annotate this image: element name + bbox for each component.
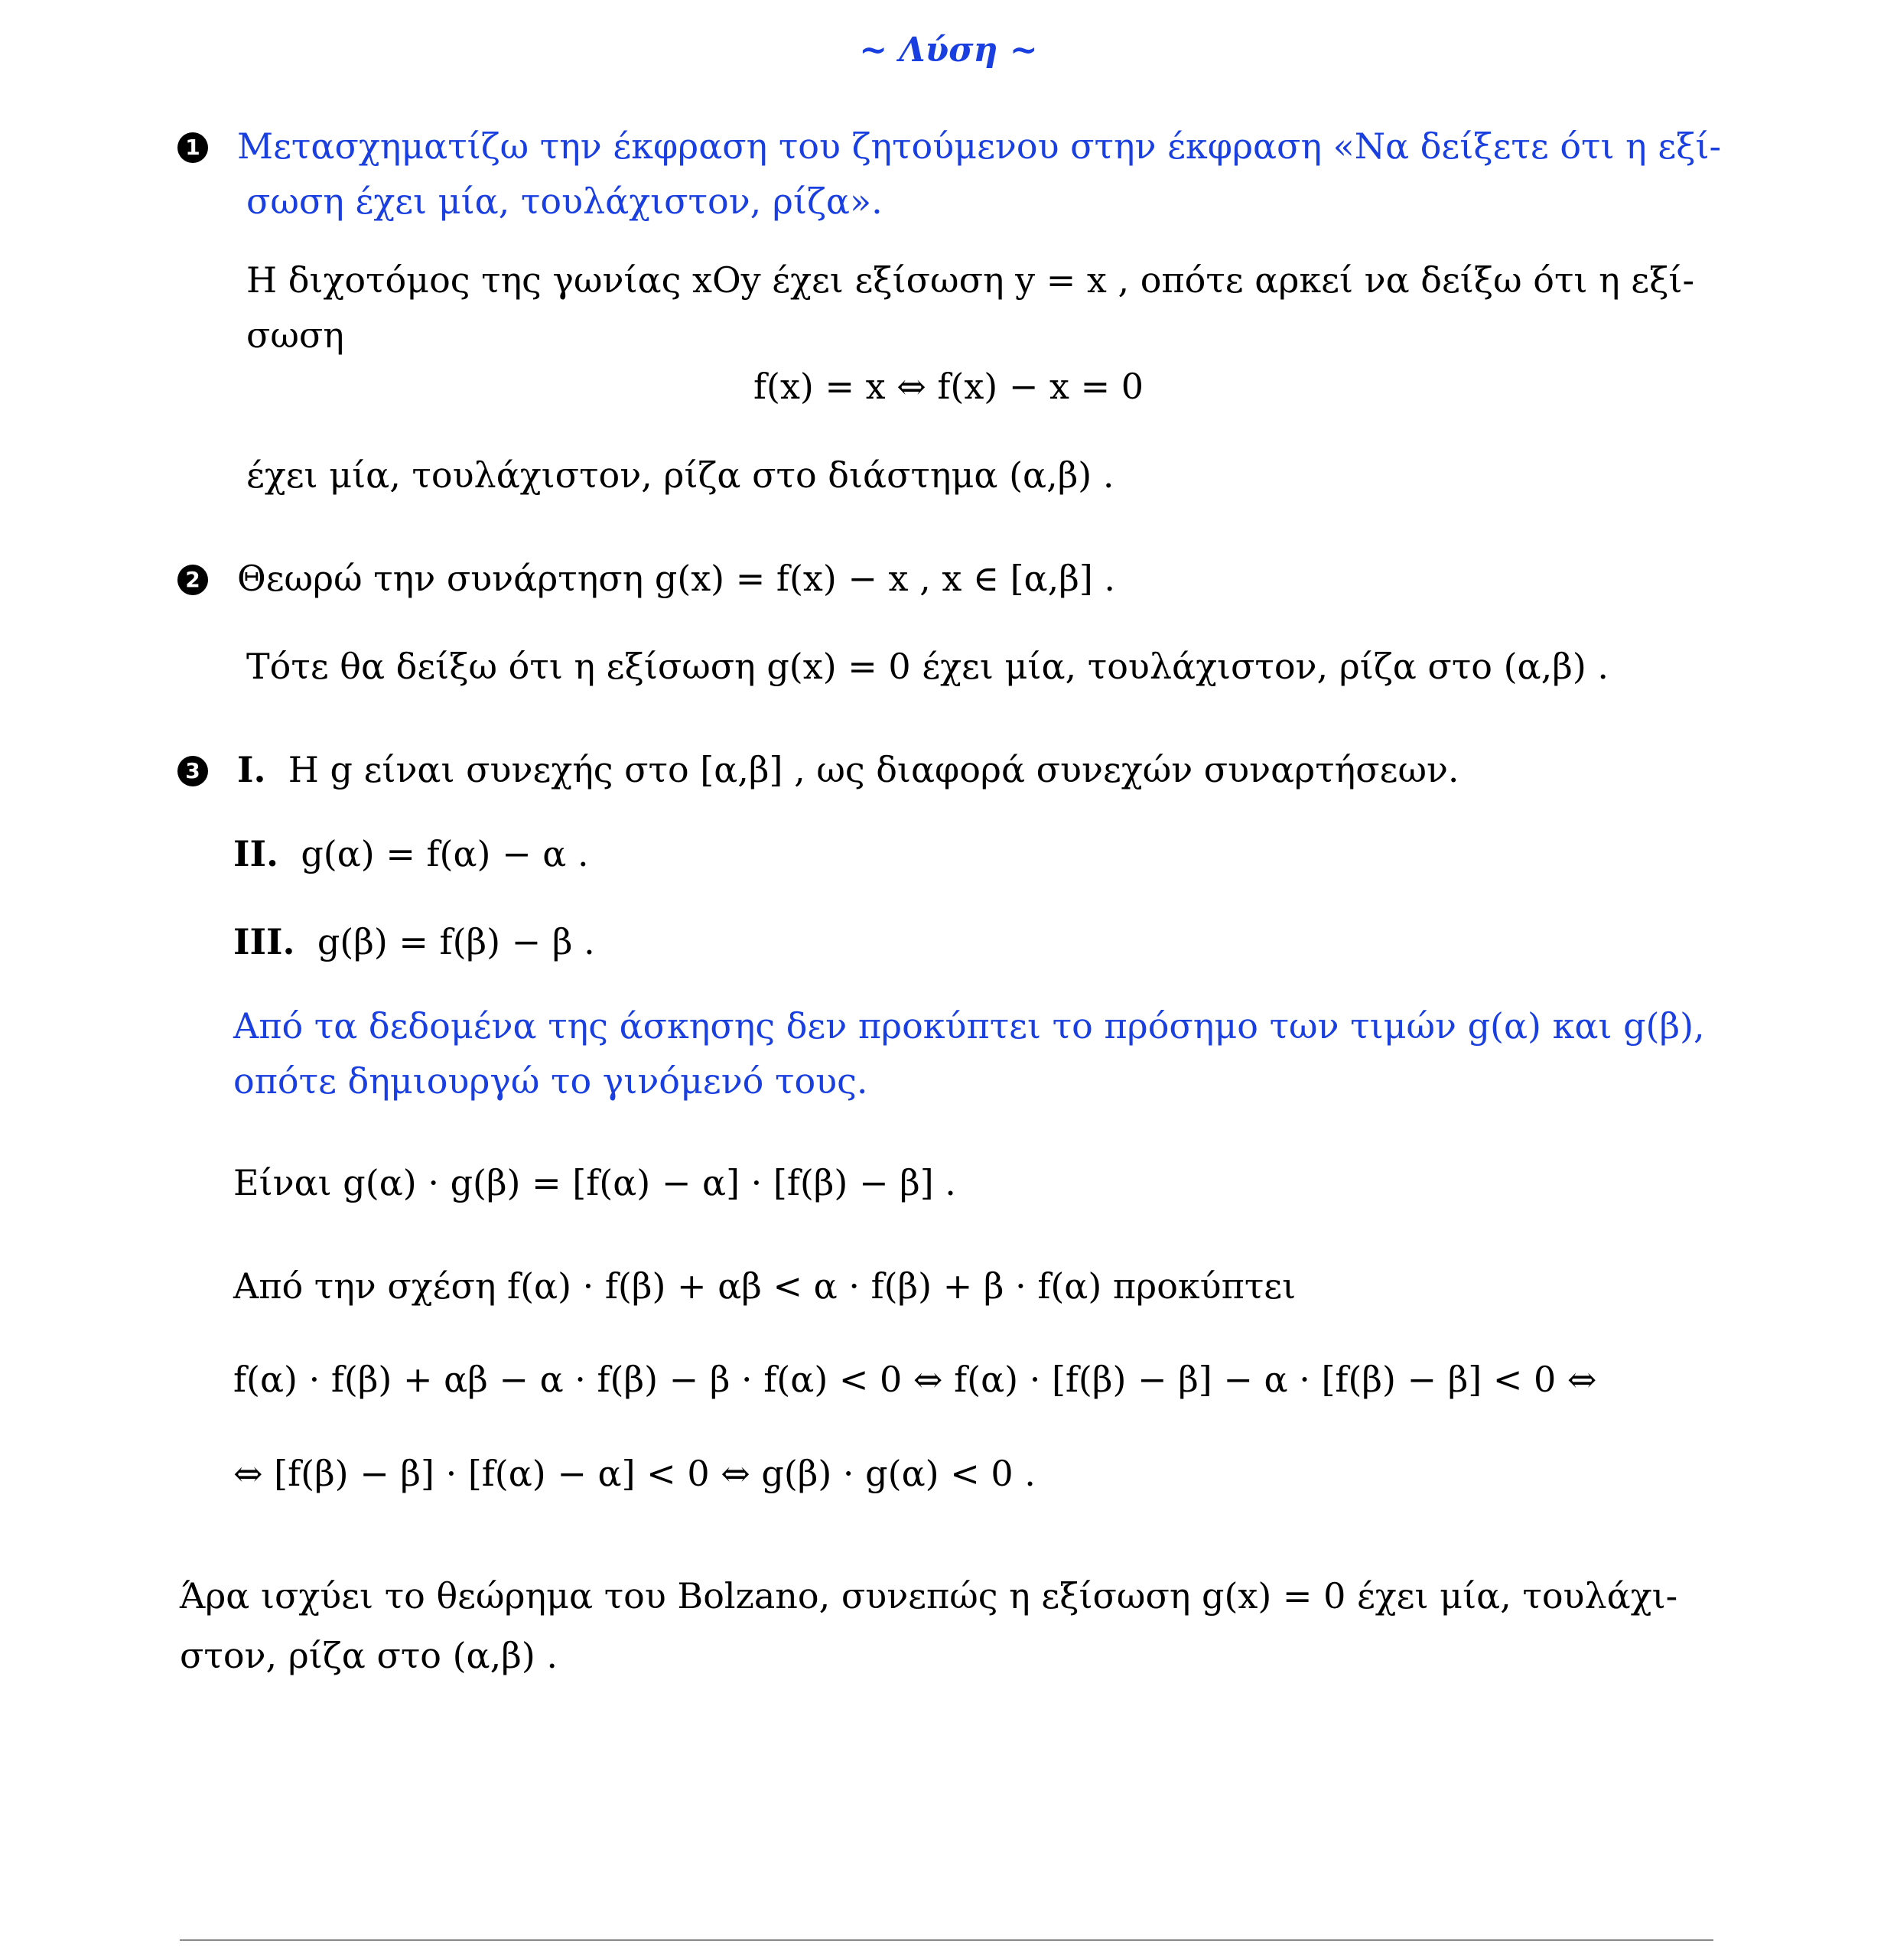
step3-item-2 bbox=[233, 826, 589, 881]
step2-line-2: Τότε θα δείξω ότι η εξίσωση g(x) = 0 έχει μία, τουλάχιστον, ρίζα στο (α,β) . bbox=[246, 646, 1609, 687]
step1-text-line-2: σωση bbox=[246, 314, 344, 356]
step-marker-3: 3 bbox=[177, 756, 208, 786]
item-2-text: g(α) = f(α) − α . bbox=[301, 833, 589, 874]
step1-blue-line-2: σωση έχει μία, τουλάχιστον, ρίζα». bbox=[246, 181, 883, 222]
step3-relation-line: Από την σχέση f(α) · f(β) + αβ < α · f(β) + β · f(α) προκύπτει bbox=[233, 1265, 1297, 1307]
step3-derivation-line-2: ⇔ [f(β) − β] · [f(α) − α] < 0 ⇔ g(β) · g(α) < 0 . bbox=[233, 1453, 1036, 1494]
item-1-label: I. bbox=[237, 749, 266, 790]
step3-item-3 bbox=[233, 914, 595, 969]
step1-text-line-3: έχει μία, τουλάχιστον, ρίζα στο διάστημα (α,β) . bbox=[246, 454, 1114, 496]
step3-product-line: Είναι g(α) · g(β) = [f(α) − α] · [f(β) − β] . bbox=[233, 1162, 956, 1203]
conclusion-line-2: στον, ρίζα στο (α,β) . bbox=[180, 1635, 558, 1676]
footer-divider bbox=[180, 1939, 1713, 1941]
page-title: ~ Λύση ~ bbox=[859, 31, 1038, 70]
conclusion-line-1: Άρα ισχύει το θεώρημα του Bolzano, συνεπώς η εξίσωση g(x) = 0 έχει μία, τουλάχι- bbox=[180, 1575, 1678, 1617]
step3-derivation-line-1: f(α) · f(β) + αβ − α · f(β) − β · f(α) < 0 ⇔ f(α) · [f(β) − β] − α · [f(β) − β] < 0 ⇔ bbox=[233, 1359, 1597, 1400]
step2-line-1: Θεωρώ την συνάρτηση g(x) = f(x) − x , x ∈ [α,β] . bbox=[237, 558, 1116, 599]
step1-blue-line-1: Μετασχηματίζω την έκφραση του ζητούμενου στην έκφραση «Να δείξετε ότι η εξί- bbox=[237, 125, 1722, 167]
step1-equation: f(x) = x ⇔ f(x) − x = 0 bbox=[753, 366, 1144, 407]
item-2-label: II. bbox=[233, 833, 279, 874]
step1-text-line-1: Η διχοτόμος της γωνίας xOy έχει εξίσωση y = x , οπότε αρκεί να δείξω ότι η εξί- bbox=[246, 259, 1695, 301]
step3-item-1 bbox=[237, 742, 1459, 797]
step3-blue-line-1: Από τα δεδομένα της άσκησης δεν προκύπτει το πρόσημο των τιμών g(α) και g(β), bbox=[233, 1005, 1705, 1047]
step-marker-2: 2 bbox=[177, 565, 208, 595]
item-3-label: III. bbox=[233, 921, 295, 962]
step3-blue-line-2: οπότε δημιουργώ το γινόμενό τους. bbox=[233, 1060, 868, 1102]
item-3-text: g(β) = f(β) − β . bbox=[317, 921, 595, 962]
item-1-text: Η g είναι συνεχής στο [α,β] , ως διαφορά συνεχών συναρτήσεων. bbox=[288, 749, 1459, 790]
step-marker-1: 1 bbox=[177, 132, 208, 163]
